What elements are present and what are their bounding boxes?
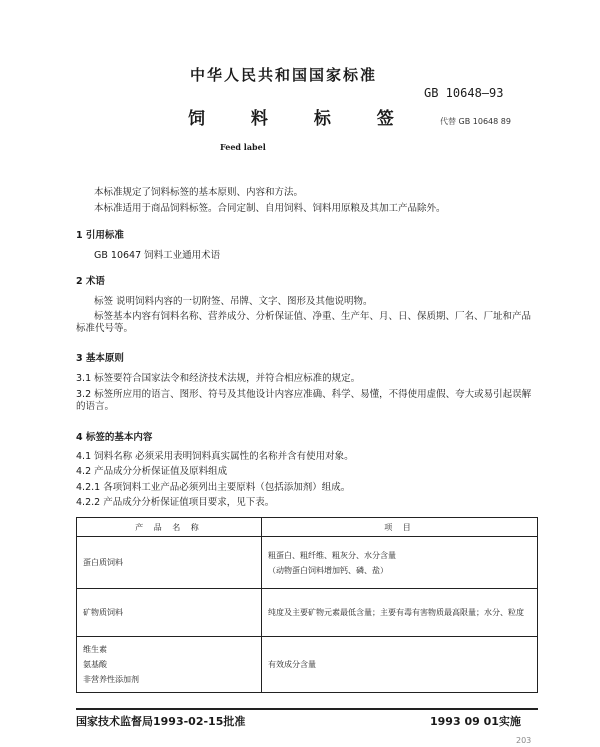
section-1-heading: 1 引用标准 bbox=[76, 230, 124, 241]
clause-3-1: 3.1 标签要符合国家法令和经济技术法规，并符合相应标准的规定。 bbox=[76, 373, 361, 384]
table-header-row bbox=[77, 518, 538, 537]
clause-3-2: 3.2 标签所应用的语言、图形、符号及其他设计内容应准确、科学、易懂，不得使用虚假、夸大或易引起误解的语言。 bbox=[76, 389, 532, 412]
footer-divider bbox=[76, 708, 538, 710]
table-row bbox=[77, 589, 538, 637]
table-header-items: 项 目 bbox=[262, 518, 538, 537]
term-definition-content: 标签基本内容有饲料名称、营养成分、分析保证值、净重、生产年、月、日、保质期、厂名、厂址和产品标准代号等。 bbox=[76, 311, 532, 334]
table-cell-product bbox=[77, 537, 262, 589]
approval-date: 国家技术监督局1993-02-15批准 bbox=[76, 715, 246, 728]
item-text: 粗蛋白、粗纤维、粗灰分、水分含量 bbox=[268, 550, 396, 560]
product-name: 蛋白质饲料 bbox=[83, 558, 123, 567]
table-cell-product bbox=[77, 637, 262, 693]
table-cell-items bbox=[262, 637, 538, 693]
table-cell-product bbox=[77, 589, 262, 637]
section-2-heading: 2 术语 bbox=[76, 276, 105, 287]
table-row bbox=[77, 537, 538, 589]
product-name: 氨基酸 bbox=[83, 660, 107, 669]
item-text: （动物蛋白饲料增加钙、磷、盐） bbox=[268, 565, 388, 575]
intro-paragraph-1: 本标准规定了饲料标签的基本原则、内容和方法。 bbox=[94, 187, 304, 198]
page-title: 饲 料 标 签 bbox=[188, 109, 414, 129]
english-title: Feed label bbox=[220, 142, 266, 152]
table-cell-items bbox=[262, 589, 538, 637]
clause-4-2: 4.2 产品成分分析保证值及原料组成 bbox=[76, 466, 228, 477]
section-4-heading: 4 标签的基本内容 bbox=[76, 432, 153, 443]
product-name: 矿物质饲料 bbox=[83, 608, 123, 617]
product-name: 非营养性添加剂 bbox=[83, 675, 139, 684]
effective-date: 1993 09 01实施 bbox=[430, 715, 521, 728]
item-text: 纯度及主要矿物元素最低含量；主要有毒有害物质最高限量；水分、粒度 bbox=[268, 608, 524, 617]
section-3-heading: 3 基本原则 bbox=[76, 353, 124, 364]
clause-4-2-2: 4.2.2 产品成分分析保证值项目要求，见下表。 bbox=[76, 497, 275, 508]
replaces-standard: 代替 GB 10648 89 bbox=[440, 117, 511, 126]
clause-4-2-1: 4.2.1 各项饲料工业产品必须列出主要原料（包括添加剂）组成。 bbox=[76, 482, 351, 493]
page-number: 203 bbox=[516, 736, 532, 745]
item-text: 有效成分含量 bbox=[268, 660, 316, 669]
term-definition-label: 标签 说明饲料内容的一切附签、吊牌、文字、图形及其他说明物。 bbox=[94, 296, 373, 307]
section-1-reference: GB 10647 饲料工业通用术语 bbox=[94, 250, 221, 261]
intro-paragraph-2: 本标准适用于商品饲料标签。合同定制、自用饲料、饲料用原粮及其加工产品除外。 bbox=[94, 203, 446, 214]
issuing-org-title: 中华人民共和国国家标准 bbox=[190, 66, 378, 84]
table-cell-items bbox=[262, 537, 538, 589]
guarantee-value-table bbox=[76, 517, 538, 693]
product-name: 维生素 bbox=[83, 645, 107, 654]
standard-number: GB 10648—93 bbox=[424, 86, 504, 100]
clause-4-1: 4.1 饲料名称 必须采用表明饲料真实属性的名称并含有使用对象。 bbox=[76, 451, 354, 462]
table-row bbox=[77, 637, 538, 693]
table-header-product: 产 品 名 称 bbox=[77, 518, 262, 537]
